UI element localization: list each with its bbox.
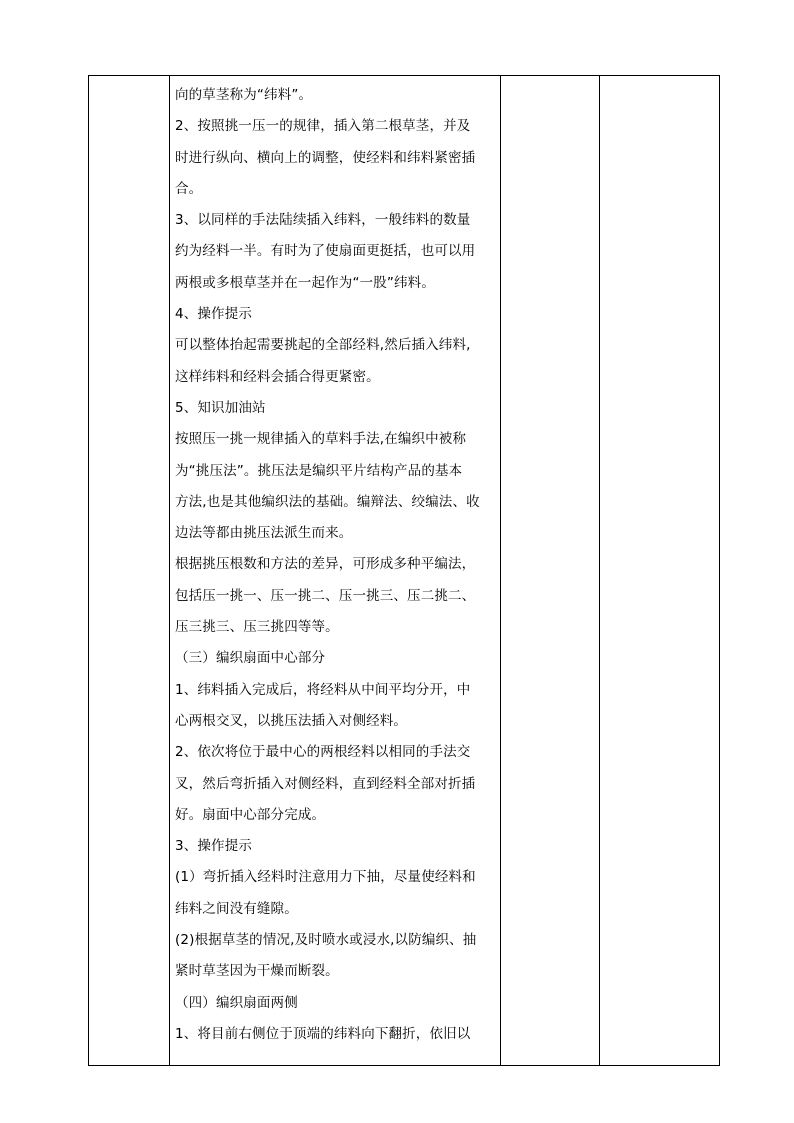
empty-cell-left [89, 76, 170, 1066]
empty-cell-right [600, 76, 720, 1066]
text-line: 好。扇面中心部分完成。 [175, 806, 326, 823]
text-line: 1、纬料插入完成后，将经料从中间平均分开，中 [175, 681, 471, 698]
text-line: 紧时草茎因为干燥而断裂。 [175, 963, 339, 980]
text-line: 2、按照挑一压一的规律，插入第二根草茎，并及 [175, 118, 471, 135]
text-line: (2)根据草茎的情况,及时喷水或浸水,以防编织、抽 [175, 932, 477, 949]
text-line: 按照压一挑一规律插入的草料手法,在编织中被称 [175, 431, 467, 448]
text-line: 约为经料一半。有时为了使扇面更挺括，也可以用 [175, 243, 476, 260]
text-line: 1、将目前右侧位于顶端的纬料向下翻折，依旧以 [175, 1025, 471, 1042]
text-line: 叉，然后弯折插入对侧经料，直到经料全部对折插 [175, 775, 476, 792]
text-line: 3、操作提示 [175, 838, 252, 855]
lesson-table [88, 75, 720, 1066]
empty-cell-middle [501, 76, 600, 1066]
text-line: （四）编织扇面两侧 [175, 994, 298, 1011]
text-line: 边法等都由挑压法派生而来。 [175, 525, 353, 542]
text-line: 根据挑压根数和方法的差异，可形成多种平编法， [175, 556, 476, 573]
text-line: 这样纬料和经料会插合得更紧密。 [175, 368, 380, 385]
text-line: 3、以同样的手法陆续插入纬料，一般纬料的数量 [175, 212, 471, 229]
text-line: 心两根交叉，以挑压法插入对侧经料。 [175, 712, 408, 729]
text-line: 时进行纵向、横向上的调整，使经料和纬料紧密插 [175, 149, 476, 166]
text-line: 2、依次将位于最中心的两根经料以相同的手法交 [175, 744, 471, 761]
text-line: （三）编织扇面中心部分 [175, 650, 326, 667]
text-line: 5、知识加油站 [175, 399, 266, 416]
text-line: 两根或多根草茎并在一起作为“一股”纬料。 [175, 274, 435, 291]
text-line: 合。 [175, 180, 203, 197]
text-line: 方法,也是其他编织法的基础。编辩法、绞编法、收 [175, 493, 480, 510]
text-line: 压三挑三、压三挑四等等。 [175, 619, 339, 636]
content-cell [170, 76, 501, 1066]
text-line: (1）弯折插入经料时注意用力下抽，尽量使经料和 [175, 869, 476, 886]
text-line: 可以整体抬起需要挑起的全部经料,然后插入纬料, [175, 337, 471, 354]
text-line: 包括压一挑一、压一挑二、压一挑三、压二挑二、 [175, 587, 476, 604]
table-row [89, 76, 720, 1066]
text-line: 纬料之间没有缝隙。 [175, 900, 298, 917]
text-line: 向的草茎称为“纬料”。 [175, 87, 313, 103]
text-line: 4、操作提示 [175, 306, 252, 323]
text-line: 为“挑压法”。挑压法是编织平片结构产品的基本 [175, 462, 463, 479]
